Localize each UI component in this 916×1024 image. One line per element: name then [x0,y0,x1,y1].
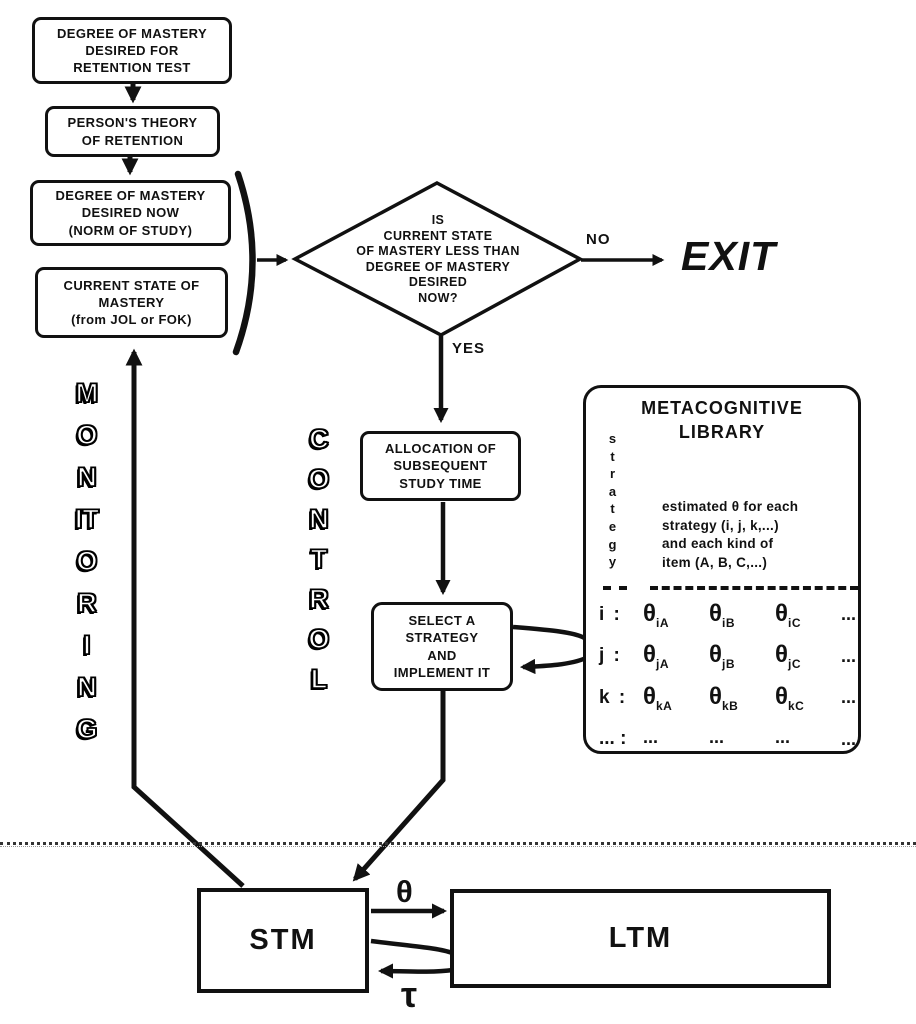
meta-object-divider-echo [0,846,916,847]
arrow-stm-to-monitoring [134,352,243,886]
meta-object-divider [0,842,916,845]
table-row [599,677,857,719]
control-label: CONTROL [308,424,330,694]
box-line: SUBSEQUENT [393,458,488,474]
library-dashed-separator [586,586,858,590]
box-line: RETENTION TEST [73,60,191,76]
box-line: (NORM OF STUDY) [68,222,193,238]
box-line: DEGREE OF MASTERY [56,25,208,41]
library-desc-line: estimated θ for each [662,499,799,514]
box-line: IMPLEMENT IT [393,664,491,680]
diamond-line: NOW? [418,290,458,305]
box-current-state-of-mastery [35,267,228,338]
box-persons-theory-of-retention [45,106,220,157]
separator-short-dash [603,586,627,590]
decision-diamond-text [298,213,578,306]
diamond-line: IS [431,213,445,227]
box-line: STUDY TIME [399,475,482,491]
row-ellipsis: ... [841,728,857,749]
arrow-ltm-to-stm-loop [371,941,458,972]
box-line: (from JOL or FOK) [71,312,192,328]
separator-long-dash [650,586,858,590]
exit-label: EXIT [681,233,777,279]
arrow-select-to-stm [355,691,443,879]
arrow-select-library-loop [513,627,593,667]
library-desc-line: strategy (i, j, k,...) [662,517,779,533]
diamond-line: CURRENT STATE [383,228,493,243]
box-line: AND [427,647,457,663]
row-ellipsis: ... [841,604,857,625]
theta-cell: $\theta_{iB}$ [709,599,735,630]
box-line: ALLOCATION OF [384,441,497,457]
theta-cell: ... [643,726,659,747]
table-row [599,636,857,678]
box-line: STRATEGY [405,630,479,646]
ltm-label: LTM [608,922,673,954]
library-title-line1: METACOGNITIVE [641,398,803,418]
theta-cell: ... [709,726,725,747]
table-row [599,594,857,636]
box-line: DESIRED FOR [85,42,179,58]
metacognitive-library-panel [583,385,861,754]
box-line: DEGREE OF MASTERY [55,188,206,204]
theta-cell: $\theta_{kC}$ [775,682,805,713]
tau-transfer-label: τ [401,974,418,1015]
box-line: OF RETENTION [81,132,184,148]
row-ellipsis: ... [841,687,857,708]
row-label: j : [599,645,622,667]
stm-label: STM [249,924,317,956]
library-table [599,594,857,760]
box-allocation-study-time [360,431,521,501]
box-line: MASTERY [98,294,165,310]
theta-cell: $\theta_{jB}$ [709,641,735,672]
bracket-shape [236,174,253,352]
library-title-line2: LIBRARY [678,422,766,442]
library-desc-line: item (A, B, C,...) [662,554,768,570]
monitoring-label: MONITORING [75,378,99,744]
theta-cell: $\theta_{kB}$ [709,682,739,713]
box-line: PERSON'S THEORY [67,115,198,131]
no-branch-label: NO [586,231,611,248]
diamond-line: OF MASTERY LESS THAN [356,244,520,258]
box-line: SELECT A [408,613,476,629]
box-line: DESIRED NOW [81,205,180,221]
strategy-vertical-label: strategy [608,431,617,570]
box-line: CURRENT STATE OF [63,277,200,293]
theta-cell: $\theta_{kA}$ [643,682,673,713]
yes-branch-label: YES [452,340,486,357]
row-label: i : [599,603,622,625]
theta-cell: ... [775,726,791,747]
row-label: ... : [599,728,627,750]
library-description [662,498,798,572]
theta-cell: $\theta_{jA}$ [643,641,669,672]
box-degree-mastery-retention-test [32,17,232,84]
ltm-box [450,889,831,988]
stm-box [197,888,369,993]
box-select-strategy [371,602,513,691]
theta-transfer-label: θ [396,874,413,909]
box-degree-mastery-desired-now [30,180,231,246]
diamond-line: DEGREE OF MASTERY [365,259,511,274]
row-label: k : [599,686,628,708]
library-title [586,396,858,444]
theta-cell: $\theta_{jC}$ [775,641,801,672]
row-ellipsis: ... [841,645,857,666]
theta-cell: $\theta_{iC}$ [775,599,801,630]
diamond-line: DESIRED [408,275,468,289]
library-desc-line: and each kind of [662,536,774,551]
theta-cell: $\theta_{iA}$ [643,599,669,630]
table-row [599,719,857,761]
